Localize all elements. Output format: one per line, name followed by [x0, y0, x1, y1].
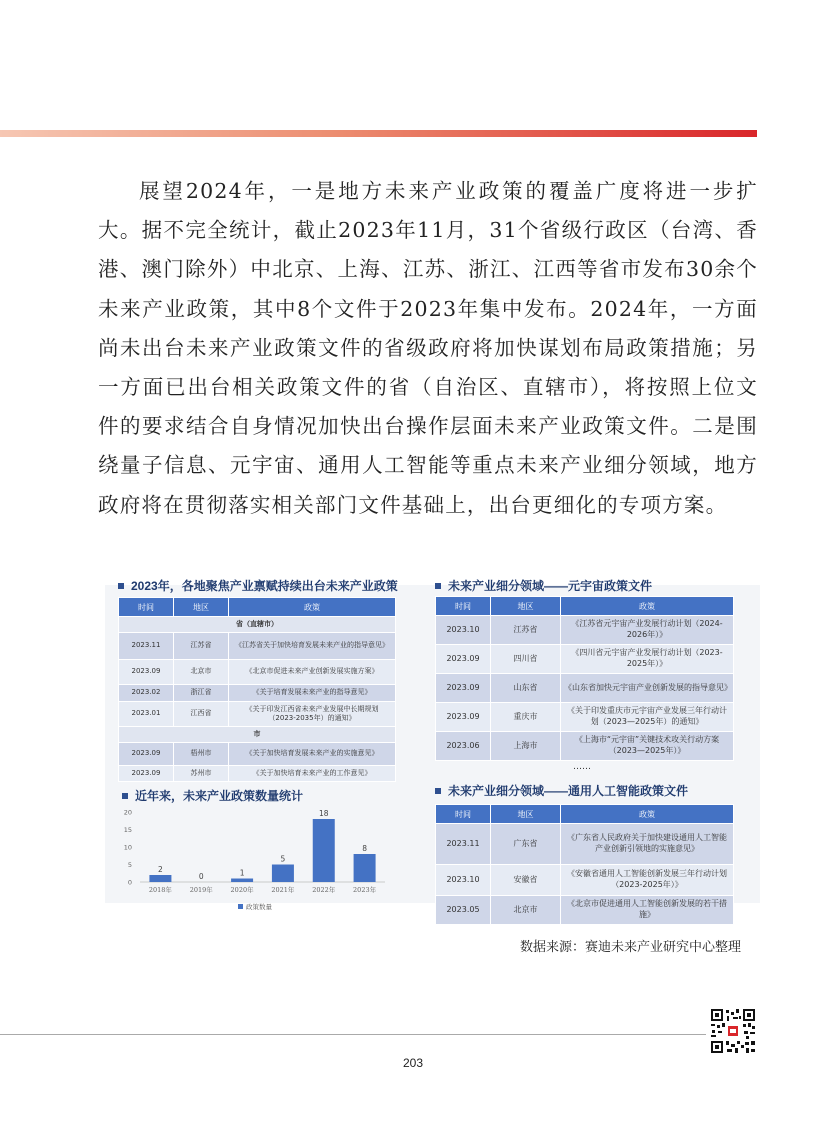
cell-time: 2023.09 — [119, 743, 174, 766]
table-row — [436, 896, 734, 925]
cell-region: 北京市 — [174, 660, 229, 685]
cell-time: 2023.05 — [436, 896, 491, 925]
cell-policy: 《安徽省通用人工智能创新发展三年行动计划（2023-2025年）》 — [561, 865, 734, 896]
bullet-square-icon — [122, 793, 128, 799]
body-text — [98, 172, 758, 525]
cell-policy: 《关于加快培育未来产业的工作意见》 — [229, 766, 396, 782]
chart-title: 近年来，未来产业政策数量统计 — [122, 787, 303, 804]
col-header-time: 时间 — [436, 597, 491, 616]
policy-table-1 — [118, 597, 396, 782]
cell-region: 安徽省 — [491, 865, 561, 896]
group-label-city: 市 — [119, 727, 396, 743]
cell-time: 2023.09 — [436, 645, 491, 674]
table-row — [436, 732, 734, 761]
cell-policy: 《关于印发江西省未来产业发展中长期规划（2023-2035年）的通知》 — [229, 702, 396, 727]
table-row — [436, 865, 734, 896]
cell-region: 广东省 — [491, 824, 561, 865]
data-label: 18 — [318, 809, 329, 818]
table-row — [436, 616, 734, 645]
cell-time: 2023.01 — [119, 702, 174, 727]
col-header-region: 地区 — [174, 598, 229, 617]
table-row — [119, 766, 396, 782]
x-tick-label: 2020年 — [230, 886, 254, 894]
table-row — [119, 633, 396, 660]
table3-title: 未来产业细分领域——通用人工智能政策文件 — [435, 782, 688, 799]
y-tick-label: 20 — [123, 808, 132, 817]
table-row — [436, 703, 734, 732]
cell-time: 2023.09 — [119, 660, 174, 685]
policy-count-bar-chart — [115, 800, 395, 918]
policy-table-2 — [435, 596, 734, 761]
data-label: 8 — [362, 844, 367, 853]
col-header-policy: 政策 — [561, 805, 734, 824]
y-tick-label: 5 — [127, 861, 132, 869]
data-label: 2 — [158, 865, 163, 874]
chart-bar — [149, 875, 171, 882]
cell-region: 苏州市 — [174, 766, 229, 782]
chart-bar — [231, 879, 253, 883]
cell-time: 2023.09 — [436, 674, 491, 703]
col-header-policy: 政策 — [229, 598, 396, 617]
y-tick-label: 15 — [123, 826, 132, 834]
bullet-square-icon — [435, 583, 441, 589]
cell-policy: 《北京市促进未来产业创新发展实施方案》 — [229, 660, 396, 685]
page-number: 203 — [402, 1056, 424, 1070]
cell-region: 四川省 — [491, 645, 561, 674]
col-header-time: 时间 — [436, 805, 491, 824]
cell-time: 2023.06 — [436, 732, 491, 761]
cell-policy: 《江苏省元宇宙产业发展行动计划（2024-2026年）》 — [561, 616, 734, 645]
x-tick-label: 2021年 — [271, 886, 295, 894]
cell-time: 2023.10 — [436, 865, 491, 896]
policy-table-3 — [435, 804, 734, 925]
cell-region: 山东省 — [491, 674, 561, 703]
cell-time: 2023.11 — [436, 824, 491, 865]
cell-region: 浙江省 — [174, 685, 229, 702]
table-row — [436, 645, 734, 674]
table-row — [436, 824, 734, 865]
legend-label: 政策数量 — [246, 903, 272, 911]
cell-policy: 《山东省加快元宇宙产业创新发展的指导意见》 — [561, 674, 734, 703]
cell-policy: 《北京市促进通用人工智能创新发展的若干措施》 — [561, 896, 734, 925]
cell-policy: 《江苏省关于加快培育发展未来产业的指导意见》 — [229, 633, 396, 660]
header-accent-bar — [0, 130, 757, 137]
bullet-square-icon — [118, 583, 124, 589]
cell-time: 2023.09 — [119, 766, 174, 782]
cell-policy: 《关于培育发展未来产业的指导意见》 — [229, 685, 396, 702]
x-tick-label: 2019年 — [189, 886, 213, 894]
body-paragraph: 展望2024年，一是地方未来产业政策的覆盖广度将进一步扩大。据不完全统计，截止2023年11月，31个省级行政区（台湾、香港、澳门除外）中北京、上海、江苏、浙江、江西等省市发布30余个未来产业政策，其中8个文件于2023年集中发布。2024年，一方面尚未出台未来产业政策文件的省级政府将加快谋划布局政策措施；另一方面已出台相关政策文件的省（自治区、直辖市），将按照上位文件的要求结合自身情况加快出台操作层面未来产业政策文件。二是围绕量子信息、元宇宙、通用人工智能等重点未来产业细分领域，地方政府将在贯彻落实相关部门文件基础上，出台更细化的专项方案。 — [98, 179, 758, 517]
cell-policy: 《关于印发重庆市元宇宙产业发展三年行动计划（2023—2025年）的通知》 — [561, 703, 734, 732]
y-tick-label: 0 — [127, 878, 132, 887]
cell-policy: 《广东省人民政府关于加快建设通用人工智能产业创新引领地的实施意见》 — [561, 824, 734, 865]
cell-policy: 《关于加快培育发展未来产业的实施意见》 — [229, 743, 396, 766]
x-tick-label: 2023年 — [353, 886, 377, 894]
table-row — [119, 685, 396, 702]
footer-divider — [0, 1034, 706, 1035]
cell-region: 上海市 — [491, 732, 561, 761]
table-group-row — [119, 617, 396, 633]
cell-policy: 《上海市“元宇宙”关键技术攻关行动方案（2023—2025年）》 — [561, 732, 734, 761]
table-header-row — [436, 597, 734, 616]
table-row — [119, 743, 396, 766]
cell-region: 北京市 — [491, 896, 561, 925]
table2-title: 未来产业细分领域——元宇宙政策文件 — [435, 577, 652, 594]
cell-policy: 《四川省元宇宙产业发展行动计划（2023-2025年）》 — [561, 645, 734, 674]
col-header-region: 地区 — [491, 597, 561, 616]
table-group-row — [119, 727, 396, 743]
col-header-policy: 政策 — [561, 597, 734, 616]
col-header-time: 时间 — [119, 598, 174, 617]
table-row — [119, 660, 396, 685]
chart-bar — [272, 865, 294, 883]
cell-region: 江苏省 — [491, 616, 561, 645]
table-row — [436, 674, 734, 703]
table-header-row — [436, 805, 734, 824]
table1-title: 2023年，各地聚焦产业禀赋持续出台未来产业政策 — [118, 577, 398, 594]
cell-region: 江西省 — [174, 702, 229, 727]
table-header-row — [119, 598, 396, 617]
data-label: 0 — [198, 872, 204, 881]
cell-time: 2023.02 — [119, 685, 174, 702]
cell-time: 2023.10 — [436, 616, 491, 645]
cell-region: 梧州市 — [174, 743, 229, 766]
col-header-region: 地区 — [491, 805, 561, 824]
x-tick-label: 2022年 — [312, 886, 336, 894]
legend-swatch — [238, 904, 243, 909]
chart-bar — [313, 819, 335, 882]
bullet-square-icon — [435, 788, 441, 794]
cell-region: 江苏省 — [174, 633, 229, 660]
x-tick-label: 2018年 — [148, 886, 172, 894]
cell-region: 重庆市 — [491, 703, 561, 732]
data-label: 5 — [280, 854, 286, 864]
group-label-province: 省（直辖市） — [119, 617, 396, 633]
table2-ellipsis: …… — [573, 762, 591, 772]
qr-code-icon — [710, 1008, 756, 1054]
data-label: 1 — [239, 868, 245, 878]
table-row — [119, 702, 396, 727]
cell-time: 2023.09 — [436, 703, 491, 732]
y-tick-label: 10 — [123, 843, 132, 852]
data-source-note: 数据来源：赛迪未来产业研究中心整理 — [520, 940, 742, 955]
chart-bar — [354, 854, 376, 882]
cell-time: 2023.11 — [119, 633, 174, 660]
